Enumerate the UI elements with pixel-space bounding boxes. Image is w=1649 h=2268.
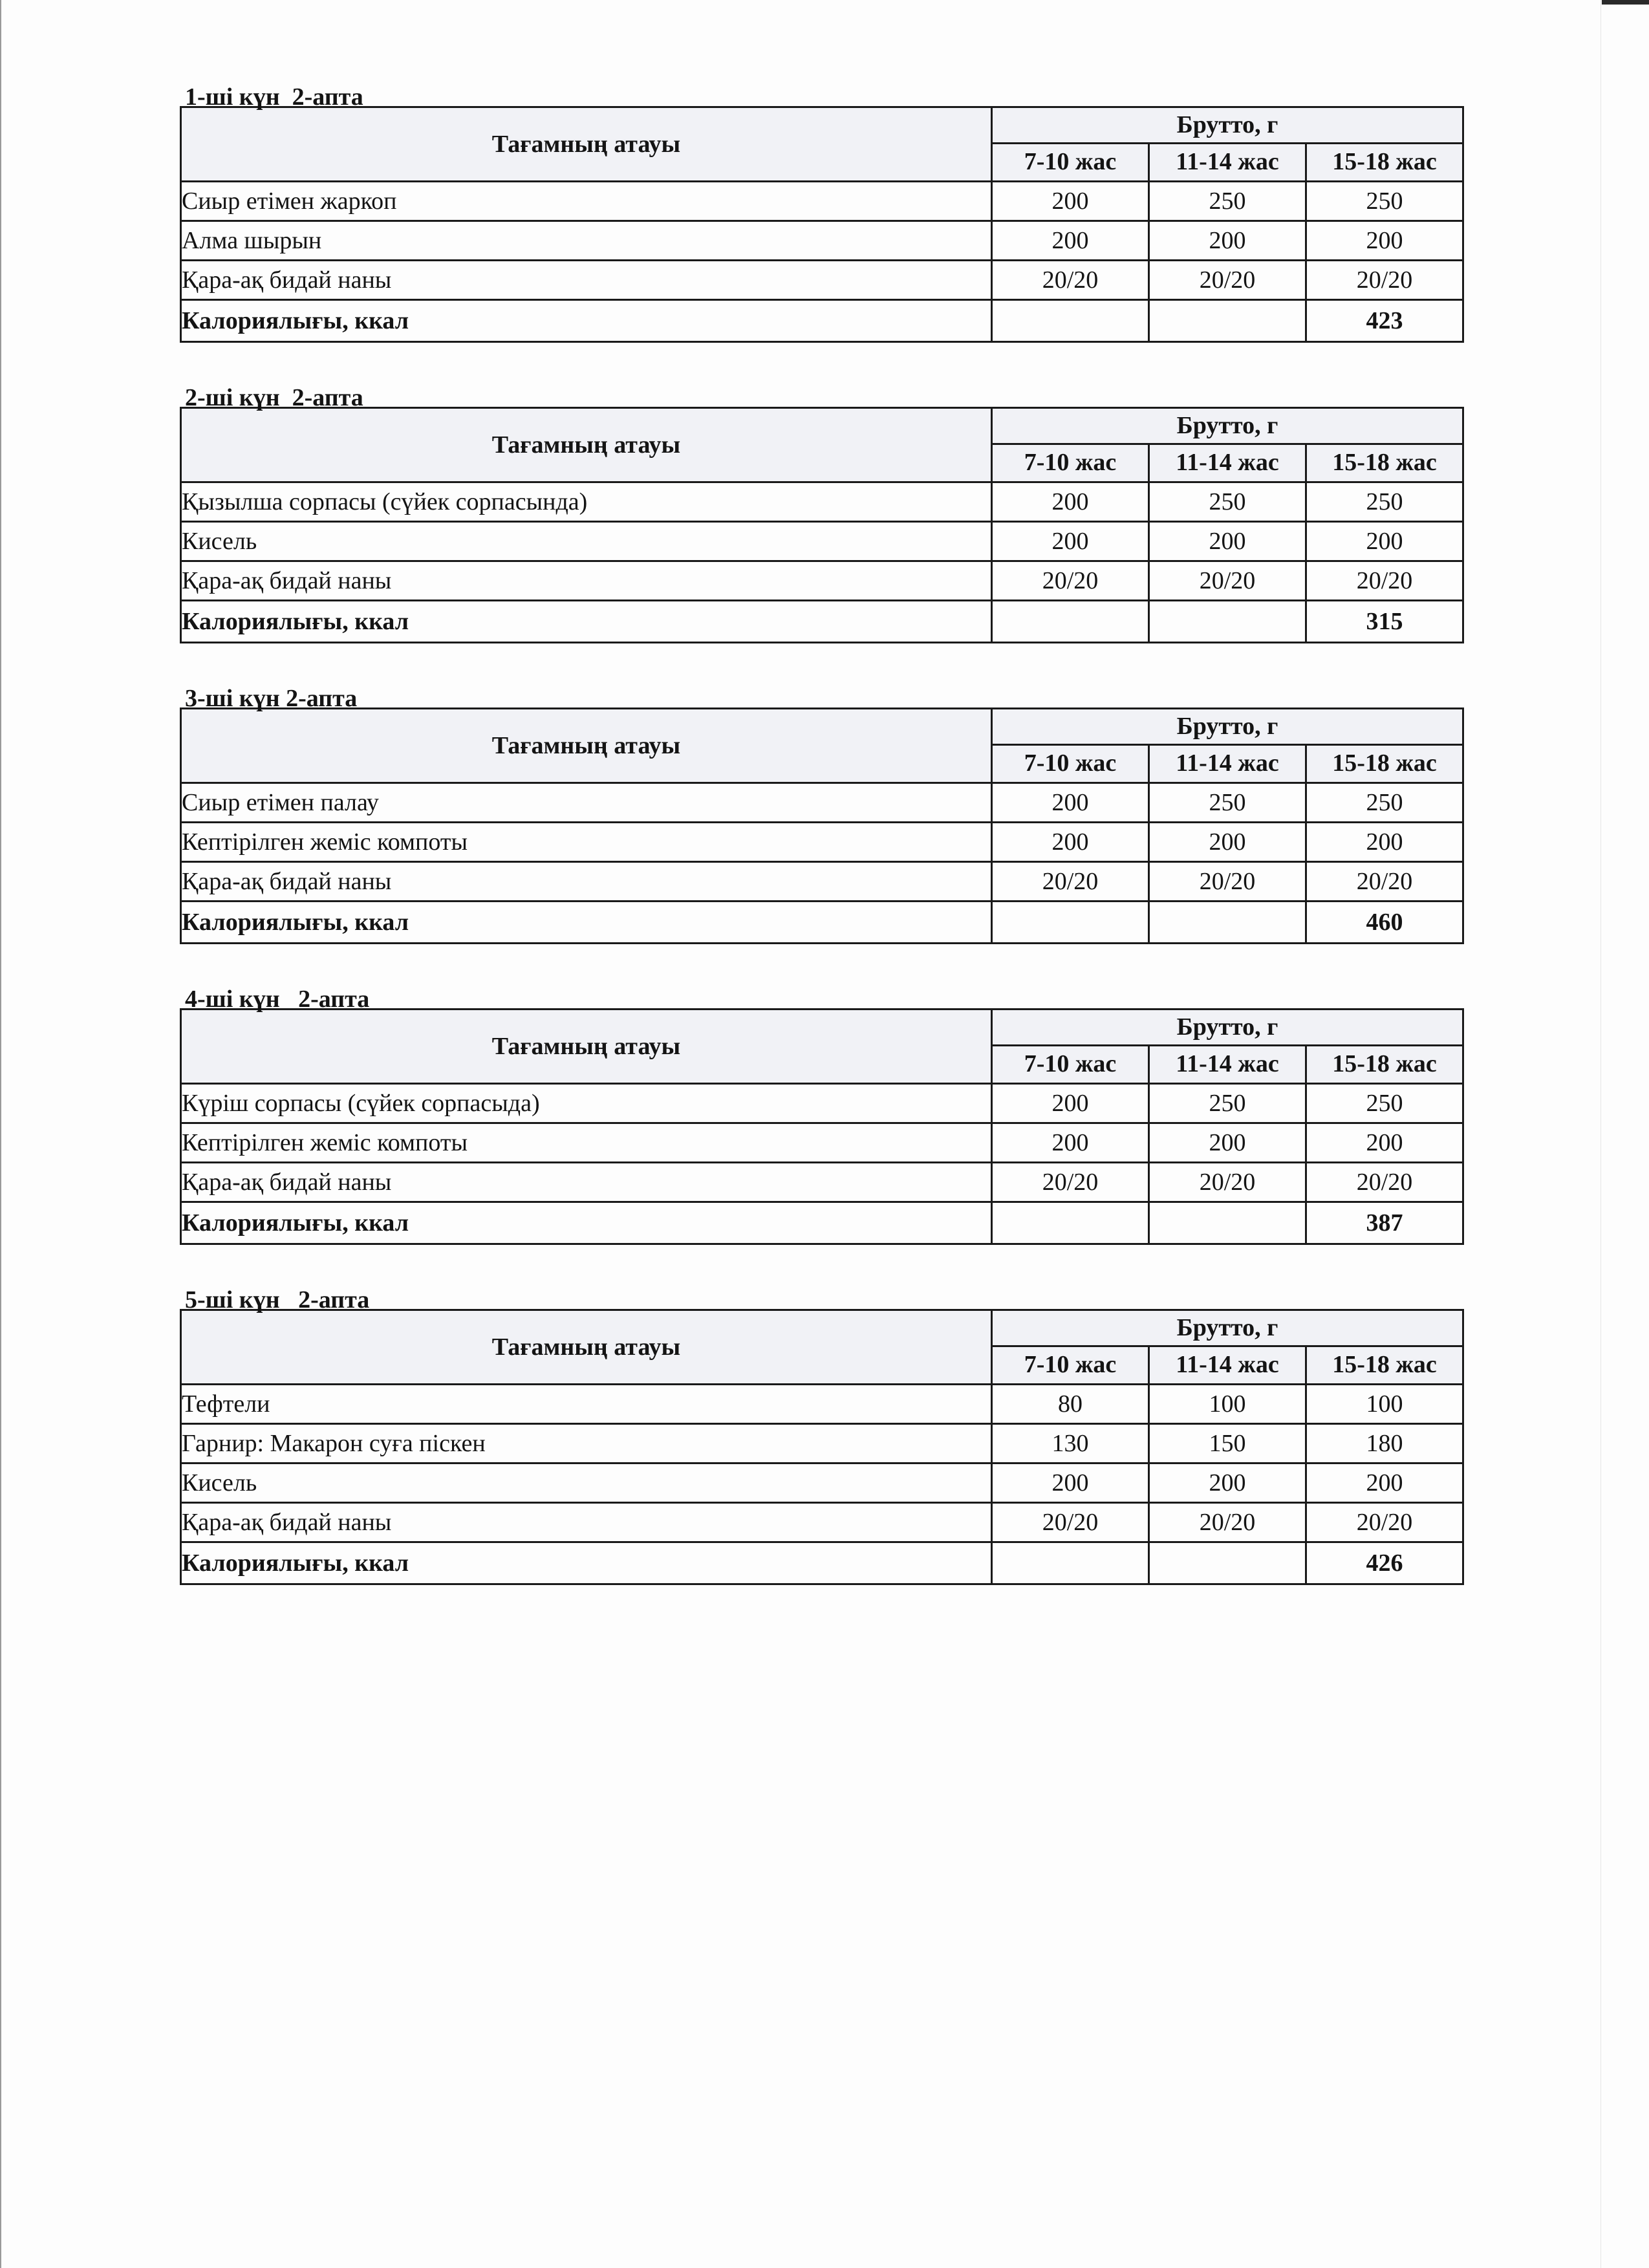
day-section-2 [180, 385, 1461, 643]
portion-value: 200 [992, 221, 1149, 261]
table-row [181, 823, 1463, 862]
age-header-11-14: 11-14 жас [1149, 444, 1306, 482]
brutto-header: Брутто, г [992, 107, 1463, 144]
day-title: 1-ші күн 2-апта [185, 83, 363, 111]
portion-value: 20/20 [1306, 1503, 1463, 1542]
portion-value: 250 [1149, 482, 1306, 522]
day-title: 2-ші күн 2-апта [185, 384, 363, 411]
portion-value: 200 [992, 522, 1149, 561]
age-header-7-10: 7-10 жас [992, 444, 1149, 482]
menu-table [180, 1309, 1464, 1585]
scan-corner-mark [1602, 0, 1649, 5]
table-row [181, 1463, 1463, 1503]
brutto-header: Брутто, г [992, 709, 1463, 745]
portion-value: 20/20 [1306, 1163, 1463, 1202]
header-row [181, 709, 1463, 745]
calorie-value [992, 300, 1149, 342]
day-title: 5-ші күн 2-апта [185, 1286, 370, 1313]
calorie-value [1149, 1202, 1306, 1244]
age-header-15-18: 15-18 жас [1306, 744, 1463, 783]
menu-table [180, 707, 1464, 944]
dish-name-header: Тағамның атауы [181, 709, 992, 783]
scan-right-edge [1600, 0, 1601, 2268]
portion-value: 200 [1306, 221, 1463, 261]
dish-name: Тефтели [181, 1385, 992, 1424]
calorie-total-row [181, 601, 1463, 643]
portion-value: 20/20 [992, 561, 1149, 601]
portion-value: 250 [1306, 182, 1463, 221]
portion-value: 200 [1306, 1463, 1463, 1503]
menu-table [180, 407, 1464, 643]
menu-table [180, 1008, 1464, 1245]
dish-name: Қызылша сорпасы (сүйек сорпасында) [181, 482, 992, 522]
dish-name: Қара-ақ бидай наны [181, 561, 992, 601]
portion-value: 20/20 [992, 1503, 1149, 1542]
calorie-value: 315 [1306, 601, 1463, 643]
header-row [181, 1010, 1463, 1046]
portion-value: 20/20 [1149, 1163, 1306, 1202]
age-header-7-10: 7-10 жас [992, 143, 1149, 181]
portion-value: 200 [992, 482, 1149, 522]
age-header-7-10: 7-10 жас [992, 744, 1149, 783]
calorie-total-row [181, 1202, 1463, 1244]
portion-value: 250 [1306, 783, 1463, 823]
age-header-7-10: 7-10 жас [992, 1346, 1149, 1384]
age-header-15-18: 15-18 жас [1306, 1346, 1463, 1384]
portion-value: 200 [1149, 1463, 1306, 1503]
calorie-value [1149, 1542, 1306, 1584]
calorie-label: Калориялығы, ккал [181, 300, 992, 342]
scan-left-edge [0, 0, 1, 2268]
portion-value: 100 [1149, 1385, 1306, 1424]
calorie-total-row [181, 902, 1463, 944]
portion-value: 200 [1306, 522, 1463, 561]
portion-value: 250 [1306, 482, 1463, 522]
portion-value: 100 [1306, 1385, 1463, 1424]
portion-value: 20/20 [1306, 862, 1463, 902]
portion-value: 20/20 [1149, 1503, 1306, 1542]
day-title: 4-ші күн 2-апта [185, 986, 370, 1013]
brutto-header: Брутто, г [992, 1310, 1463, 1346]
portion-value: 200 [1149, 221, 1306, 261]
dish-name: Сиыр етімен палау [181, 783, 992, 823]
age-header-7-10: 7-10 жас [992, 1045, 1149, 1083]
table-row [181, 1385, 1463, 1424]
portion-value: 250 [1149, 182, 1306, 221]
portion-value: 20/20 [992, 862, 1149, 902]
dish-name: Алма шырын [181, 221, 992, 261]
portion-value: 20/20 [1306, 261, 1463, 300]
dish-name: Кисель [181, 1463, 992, 1503]
portion-value: 150 [1149, 1424, 1306, 1463]
day-section-3 [180, 686, 1461, 944]
age-header-15-18: 15-18 жас [1306, 1045, 1463, 1083]
brutto-header: Брутто, г [992, 1010, 1463, 1046]
table-row [181, 261, 1463, 300]
calorie-value: 426 [1306, 1542, 1463, 1584]
calorie-value [1149, 902, 1306, 944]
calorie-total-row [181, 1542, 1463, 1584]
table-row [181, 1424, 1463, 1463]
dish-name: Кептірілген жеміс компоты [181, 823, 992, 862]
dish-name: Сиыр етімен жаркоп [181, 182, 992, 221]
dish-name-header: Тағамның атауы [181, 107, 992, 182]
portion-value: 250 [1306, 1084, 1463, 1123]
portion-value: 200 [992, 1123, 1149, 1163]
portion-value: 200 [1306, 823, 1463, 862]
calorie-label: Калориялығы, ккал [181, 902, 992, 944]
portion-value: 200 [1149, 823, 1306, 862]
header-row [181, 1310, 1463, 1346]
menu-table [180, 106, 1464, 343]
dish-name: Қара-ақ бидай наны [181, 862, 992, 902]
portion-value: 80 [992, 1385, 1149, 1424]
table-row [181, 1163, 1463, 1202]
portion-value: 130 [992, 1424, 1149, 1463]
portion-value: 250 [1149, 1084, 1306, 1123]
age-header-15-18: 15-18 жас [1306, 444, 1463, 482]
table-row [181, 482, 1463, 522]
table-row [181, 522, 1463, 561]
day-section-5 [180, 1287, 1461, 1585]
dish-name: Қара-ақ бидай наны [181, 1163, 992, 1202]
age-header-11-14: 11-14 жас [1149, 1346, 1306, 1384]
calorie-total-row [181, 300, 1463, 342]
dish-name: Гарнир: Макарон суға піскен [181, 1424, 992, 1463]
age-header-11-14: 11-14 жас [1149, 744, 1306, 783]
dish-name: Қара-ақ бидай наны [181, 1503, 992, 1542]
table-row [181, 182, 1463, 221]
calorie-value: 387 [1306, 1202, 1463, 1244]
age-header-15-18: 15-18 жас [1306, 143, 1463, 181]
portion-value: 200 [1149, 1123, 1306, 1163]
day-section-1 [180, 84, 1461, 343]
calorie-value [1149, 300, 1306, 342]
table-row [181, 783, 1463, 823]
calorie-label: Калориялығы, ккал [181, 1542, 992, 1584]
dish-name-header: Тағамның атауы [181, 408, 992, 482]
portion-value: 200 [992, 182, 1149, 221]
calorie-value: 423 [1306, 300, 1463, 342]
table-row [181, 561, 1463, 601]
portion-value: 200 [1306, 1123, 1463, 1163]
portion-value: 20/20 [1306, 561, 1463, 601]
table-row [181, 862, 1463, 902]
portion-value: 20/20 [992, 261, 1149, 300]
portion-value: 200 [992, 783, 1149, 823]
portion-value: 250 [1149, 783, 1306, 823]
day-section-4 [180, 986, 1461, 1245]
dish-name-header: Тағамның атауы [181, 1010, 992, 1084]
table-row [181, 1503, 1463, 1542]
brutto-header: Брутто, г [992, 408, 1463, 444]
calorie-label: Калориялығы, ккал [181, 601, 992, 643]
portion-value: 200 [992, 1084, 1149, 1123]
dish-name: Кисель [181, 522, 992, 561]
dish-name-header: Тағамның атауы [181, 1310, 992, 1385]
dish-name: Күріш сорпасы (сүйек сорпасыда) [181, 1084, 992, 1123]
portion-value: 20/20 [1149, 862, 1306, 902]
table-row [181, 1123, 1463, 1163]
portion-value: 200 [1149, 522, 1306, 561]
table-row [181, 1084, 1463, 1123]
portion-value: 200 [992, 823, 1149, 862]
dish-name: Кептірілген жеміс компоты [181, 1123, 992, 1163]
calorie-value: 460 [1306, 902, 1463, 944]
age-header-11-14: 11-14 жас [1149, 1045, 1306, 1083]
dish-name: Қара-ақ бидай наны [181, 261, 992, 300]
table-row [181, 221, 1463, 261]
portion-value: 200 [992, 1463, 1149, 1503]
age-header-11-14: 11-14 жас [1149, 143, 1306, 181]
header-row [181, 408, 1463, 444]
portion-value: 20/20 [1149, 561, 1306, 601]
calorie-value [992, 1202, 1149, 1244]
calorie-value [992, 1542, 1149, 1584]
calorie-value [992, 902, 1149, 944]
portion-value: 20/20 [1149, 261, 1306, 300]
calorie-label: Калориялығы, ккал [181, 1202, 992, 1244]
portion-value: 20/20 [992, 1163, 1149, 1202]
calorie-value [992, 601, 1149, 643]
calorie-value [1149, 601, 1306, 643]
portion-value: 180 [1306, 1424, 1463, 1463]
header-row [181, 107, 1463, 144]
day-title: 3-ші күн 2-апта [185, 685, 358, 712]
